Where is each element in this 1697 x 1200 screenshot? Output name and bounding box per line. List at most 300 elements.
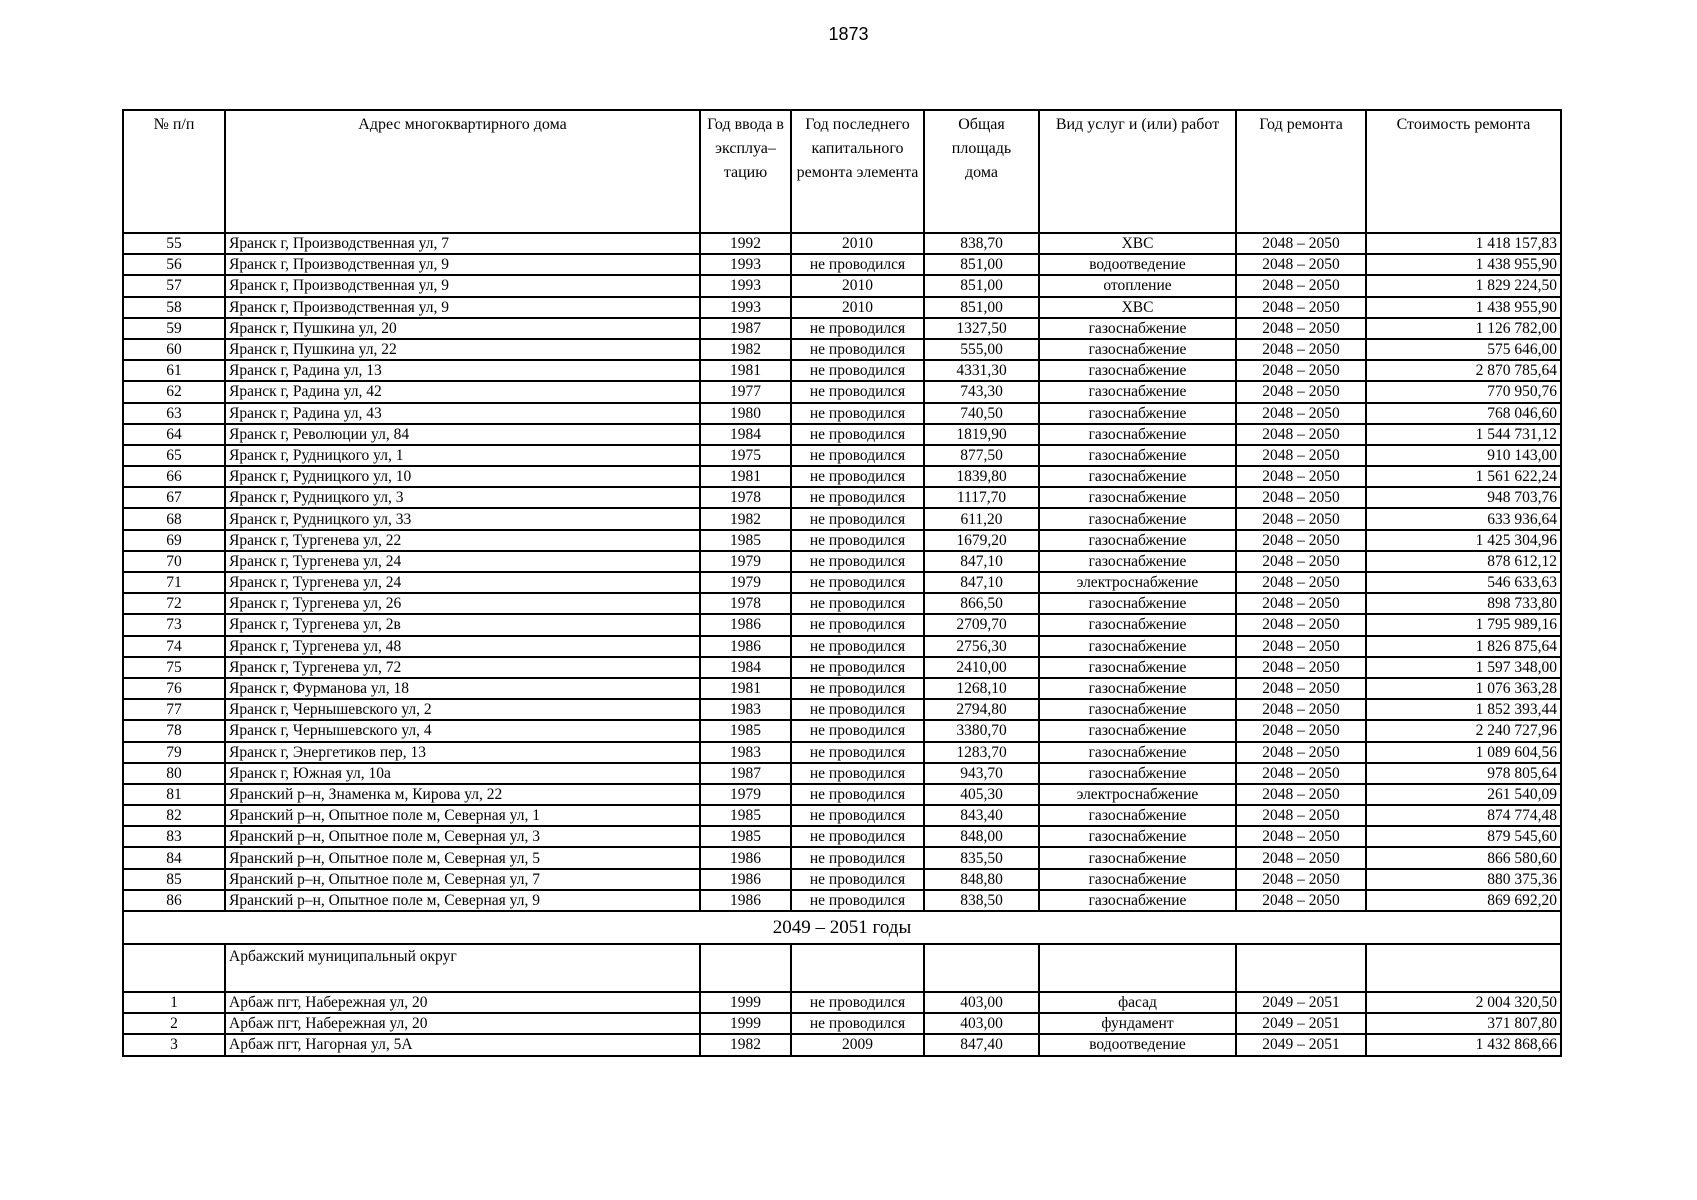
row-year-built: 1992 <box>700 233 791 254</box>
row-repair-period: 2048 – 2050 <box>1236 890 1366 911</box>
row-cost: 1 561 622,24 <box>1366 466 1561 487</box>
row-area: 1679,20 <box>924 530 1039 551</box>
row-cost: 1 544 731,12 <box>1366 424 1561 445</box>
row-repair-period: 2048 – 2050 <box>1236 381 1366 402</box>
table-row <box>123 318 1561 339</box>
row-last-repair: не проводился <box>791 805 924 826</box>
row-number: 84 <box>123 847 225 868</box>
table-row <box>123 805 1561 826</box>
row-year-built: 1977 <box>700 381 791 402</box>
row-last-repair: не проводился <box>791 403 924 424</box>
row-area: 1117,70 <box>924 487 1039 508</box>
row-area: 1327,50 <box>924 318 1039 339</box>
row-last-repair: не проводился <box>791 847 924 868</box>
district-row <box>123 944 1561 992</box>
row-repair-period: 2048 – 2050 <box>1236 297 1366 318</box>
row-repair-period: 2048 – 2050 <box>1236 254 1366 275</box>
section-title: 2049 – 2051 годы <box>123 911 1561 944</box>
row-area: 740,50 <box>924 403 1039 424</box>
row-address: Яранский р–н, Знаменка м, Кирова ул, 22 <box>225 784 700 805</box>
row-repair-period: 2048 – 2050 <box>1236 614 1366 635</box>
header-address: Адрес многоквартирного дома <box>225 110 700 233</box>
row-service: газоснабжение <box>1039 530 1236 551</box>
row-cost: 1 089 604,56 <box>1366 742 1561 763</box>
row-last-repair: не проводился <box>791 254 924 275</box>
row-year-built: 1978 <box>700 593 791 614</box>
row-last-repair: не проводился <box>791 657 924 678</box>
row-area: 743,30 <box>924 381 1039 402</box>
row-address: Арбаж пгт, Нагорная ул, 5А <box>225 1034 700 1055</box>
row-service: ХВС <box>1039 297 1236 318</box>
table-row <box>123 466 1561 487</box>
row-year-built: 1993 <box>700 275 791 296</box>
row-address: Яранск г, Рудницкого ул, 10 <box>225 466 700 487</box>
row-cost: 1 438 955,90 <box>1366 297 1561 318</box>
row-address: Яранск г, Энергетиков пер, 13 <box>225 742 700 763</box>
row-area: 4331,30 <box>924 360 1039 381</box>
district-title: Арбажский муниципальный округ <box>225 944 700 992</box>
row-service: газоснабжение <box>1039 826 1236 847</box>
row-area: 2709,70 <box>924 614 1039 635</box>
row-last-repair: не проводился <box>791 530 924 551</box>
table-row <box>123 657 1561 678</box>
row-service: газоснабжение <box>1039 636 1236 657</box>
row-cost: 1 852 393,44 <box>1366 699 1561 720</box>
row-service: газоснабжение <box>1039 720 1236 741</box>
row-year-built: 1984 <box>700 657 791 678</box>
row-address: Яранск г, Тургенева ул, 24 <box>225 572 700 593</box>
row-year-built: 1986 <box>700 869 791 890</box>
row-number: 60 <box>123 339 225 360</box>
row-repair-period: 2049 – 2051 <box>1236 1034 1366 1055</box>
row-repair-period: 2048 – 2050 <box>1236 847 1366 868</box>
row-service: ХВС <box>1039 233 1236 254</box>
table-row <box>123 360 1561 381</box>
row-year-built: 1982 <box>700 1034 791 1055</box>
row-year-built: 1981 <box>700 360 791 381</box>
row-last-repair: 2010 <box>791 275 924 296</box>
row-service: газоснабжение <box>1039 763 1236 784</box>
row-repair-period: 2048 – 2050 <box>1236 403 1366 424</box>
row-year-built: 1985 <box>700 530 791 551</box>
row-last-repair: не проводился <box>791 699 924 720</box>
row-number: 65 <box>123 445 225 466</box>
row-address: Яранск г, Производственная ул, 9 <box>225 254 700 275</box>
table-row <box>123 869 1561 890</box>
row-cost: 768 046,60 <box>1366 403 1561 424</box>
table-row <box>123 424 1561 445</box>
table-row <box>123 339 1561 360</box>
row-number: 73 <box>123 614 225 635</box>
row-repair-period: 2048 – 2050 <box>1236 826 1366 847</box>
header-year-built: Год ввода в эксплуа– тацию <box>700 110 791 233</box>
rows-2048-2050 <box>123 233 1561 911</box>
row-last-repair: не проводился <box>791 720 924 741</box>
table-row <box>123 784 1561 805</box>
row-number: 83 <box>123 826 225 847</box>
row-last-repair: не проводился <box>791 992 924 1013</box>
section-row <box>123 911 1561 944</box>
header-num: № п/п <box>123 110 225 233</box>
row-number: 57 <box>123 275 225 296</box>
row-repair-period: 2049 – 2051 <box>1236 1013 1366 1034</box>
table-row <box>123 826 1561 847</box>
row-year-built: 1986 <box>700 636 791 657</box>
row-cost: 948 703,76 <box>1366 487 1561 508</box>
row-area: 943,70 <box>924 763 1039 784</box>
row-area: 851,00 <box>924 254 1039 275</box>
row-service: фасад <box>1039 992 1236 1013</box>
row-last-repair: не проводился <box>791 784 924 805</box>
row-area: 838,70 <box>924 233 1039 254</box>
district-empty-cell <box>123 944 225 992</box>
row-last-repair: не проводился <box>791 1013 924 1034</box>
row-number: 67 <box>123 487 225 508</box>
row-cost: 879 545,60 <box>1366 826 1561 847</box>
table-row <box>123 1034 1561 1055</box>
row-year-built: 1985 <box>700 826 791 847</box>
row-cost: 2 870 785,64 <box>1366 360 1561 381</box>
row-number: 62 <box>123 381 225 402</box>
row-area: 405,30 <box>924 784 1039 805</box>
row-area: 847,40 <box>924 1034 1039 1055</box>
row-area: 1819,90 <box>924 424 1039 445</box>
row-area: 851,00 <box>924 275 1039 296</box>
row-area: 1839,80 <box>924 466 1039 487</box>
row-address: Яранск г, Производственная ул, 7 <box>225 233 700 254</box>
row-address: Яранск г, Производственная ул, 9 <box>225 275 700 296</box>
row-year-built: 1982 <box>700 508 791 529</box>
row-year-built: 1986 <box>700 614 791 635</box>
row-repair-period: 2048 – 2050 <box>1236 487 1366 508</box>
row-area: 838,50 <box>924 890 1039 911</box>
row-last-repair: не проводился <box>791 381 924 402</box>
row-repair-period: 2048 – 2050 <box>1236 339 1366 360</box>
row-cost: 878 612,12 <box>1366 551 1561 572</box>
row-repair-period: 2048 – 2050 <box>1236 699 1366 720</box>
row-cost: 1 425 304,96 <box>1366 530 1561 551</box>
row-last-repair: не проводился <box>791 445 924 466</box>
row-service: газоснабжение <box>1039 593 1236 614</box>
row-number: 75 <box>123 657 225 678</box>
row-repair-period: 2048 – 2050 <box>1236 784 1366 805</box>
row-number: 58 <box>123 297 225 318</box>
row-area: 3380,70 <box>924 720 1039 741</box>
row-year-built: 1993 <box>700 254 791 275</box>
row-cost: 898 733,80 <box>1366 593 1561 614</box>
row-area: 2756,30 <box>924 636 1039 657</box>
table-row <box>123 551 1561 572</box>
row-year-built: 1978 <box>700 487 791 508</box>
row-year-built: 1983 <box>700 742 791 763</box>
row-number: 1 <box>123 992 225 1013</box>
row-address: Яранск г, Тургенева ул, 48 <box>225 636 700 657</box>
row-number: 70 <box>123 551 225 572</box>
row-number: 86 <box>123 890 225 911</box>
row-address: Яранск г, Южная ул, 10а <box>225 763 700 784</box>
row-cost: 261 540,09 <box>1366 784 1561 805</box>
row-number: 74 <box>123 636 225 657</box>
row-area: 2410,00 <box>924 657 1039 678</box>
row-area: 2794,80 <box>924 699 1039 720</box>
row-last-repair: не проводился <box>791 572 924 593</box>
row-cost: 874 774,48 <box>1366 805 1561 826</box>
row-last-repair: не проводился <box>791 466 924 487</box>
row-service: газоснабжение <box>1039 657 1236 678</box>
row-address: Яранск г, Производственная ул, 9 <box>225 297 700 318</box>
row-repair-period: 2048 – 2050 <box>1236 678 1366 699</box>
row-last-repair: не проводился <box>791 742 924 763</box>
header-repair-period: Год ремонта <box>1236 110 1366 233</box>
row-year-built: 1983 <box>700 699 791 720</box>
table-row <box>123 403 1561 424</box>
row-repair-period: 2049 – 2051 <box>1236 992 1366 1013</box>
row-area: 403,00 <box>924 1013 1039 1034</box>
row-area: 851,00 <box>924 297 1039 318</box>
row-address: Яранский р–н, Опытное поле м, Северная ул, 5 <box>225 847 700 868</box>
row-area: 611,20 <box>924 508 1039 529</box>
table-row <box>123 508 1561 529</box>
row-service: отопление <box>1039 275 1236 296</box>
row-cost: 866 580,60 <box>1366 847 1561 868</box>
row-service: газоснабжение <box>1039 805 1236 826</box>
section-2049-2051 <box>123 911 1561 992</box>
row-service: газоснабжение <box>1039 424 1236 445</box>
row-year-built: 1980 <box>700 403 791 424</box>
row-last-repair: не проводился <box>791 869 924 890</box>
row-repair-period: 2048 – 2050 <box>1236 763 1366 784</box>
row-number: 68 <box>123 508 225 529</box>
row-number: 81 <box>123 784 225 805</box>
table-row <box>123 593 1561 614</box>
header-last-repair: Год последнего капитального ремонта элемента <box>791 110 924 233</box>
row-year-built: 1986 <box>700 890 791 911</box>
row-repair-period: 2048 – 2050 <box>1236 572 1366 593</box>
row-address: Яранск г, Радина ул, 43 <box>225 403 700 424</box>
row-address: Яранск г, Радина ул, 13 <box>225 360 700 381</box>
row-cost: 978 805,64 <box>1366 763 1561 784</box>
row-repair-period: 2048 – 2050 <box>1236 233 1366 254</box>
row-address: Яранск г, Рудницкого ул, 3 <box>225 487 700 508</box>
row-service: газоснабжение <box>1039 869 1236 890</box>
row-year-built: 1981 <box>700 678 791 699</box>
row-service: газоснабжение <box>1039 445 1236 466</box>
row-service: газоснабжение <box>1039 699 1236 720</box>
row-address: Яранск г, Тургенева ул, 22 <box>225 530 700 551</box>
row-repair-period: 2048 – 2050 <box>1236 720 1366 741</box>
row-address: Яранск г, Пушкина ул, 22 <box>225 339 700 360</box>
row-service: водоотведение <box>1039 1034 1236 1055</box>
header-cost: Стоимость ремонта <box>1366 110 1561 233</box>
row-service: газоснабжение <box>1039 742 1236 763</box>
table-header-row <box>123 110 1561 233</box>
row-repair-period: 2048 – 2050 <box>1236 657 1366 678</box>
row-address: Яранский р–н, Опытное поле м, Северная ул, 1 <box>225 805 700 826</box>
row-year-built: 1984 <box>700 424 791 445</box>
row-address: Яранск г, Тургенева ул, 26 <box>225 593 700 614</box>
row-year-built: 1981 <box>700 466 791 487</box>
row-cost: 1 829 224,50 <box>1366 275 1561 296</box>
row-number: 85 <box>123 869 225 890</box>
row-cost: 1 795 989,16 <box>1366 614 1561 635</box>
row-number: 55 <box>123 233 225 254</box>
row-address: Яранский р–н, Опытное поле м, Северная ул, 9 <box>225 890 700 911</box>
row-address: Яранск г, Чернышевского ул, 2 <box>225 699 700 720</box>
row-service: газоснабжение <box>1039 360 1236 381</box>
row-last-repair: не проводился <box>791 424 924 445</box>
row-last-repair: не проводился <box>791 890 924 911</box>
row-year-built: 1986 <box>700 847 791 868</box>
table-row <box>123 847 1561 868</box>
row-cost: 1 826 875,64 <box>1366 636 1561 657</box>
row-address: Яранск г, Фурманова ул, 18 <box>225 678 700 699</box>
row-area: 555,00 <box>924 339 1039 360</box>
table-row <box>123 487 1561 508</box>
row-cost: 880 375,36 <box>1366 869 1561 890</box>
row-address: Яранск г, Рудницкого ул, 1 <box>225 445 700 466</box>
row-service: фундамент <box>1039 1013 1236 1034</box>
row-service: газоснабжение <box>1039 487 1236 508</box>
row-address: Яранск г, Радина ул, 42 <box>225 381 700 402</box>
rows-2049-2051 <box>123 992 1561 1056</box>
row-cost: 770 950,76 <box>1366 381 1561 402</box>
table-row <box>123 699 1561 720</box>
row-last-repair: не проводился <box>791 593 924 614</box>
table-row <box>123 636 1561 657</box>
row-cost: 2 240 727,96 <box>1366 720 1561 741</box>
row-cost: 1 438 955,90 <box>1366 254 1561 275</box>
row-service: газоснабжение <box>1039 890 1236 911</box>
row-number: 2 <box>123 1013 225 1034</box>
row-service: газоснабжение <box>1039 466 1236 487</box>
row-last-repair: не проводился <box>791 339 924 360</box>
row-year-built: 1982 <box>700 339 791 360</box>
row-area: 866,50 <box>924 593 1039 614</box>
row-area: 847,10 <box>924 572 1039 593</box>
row-area: 843,40 <box>924 805 1039 826</box>
row-service: электроснабжение <box>1039 784 1236 805</box>
row-cost: 575 646,00 <box>1366 339 1561 360</box>
row-year-built: 1979 <box>700 551 791 572</box>
row-repair-period: 2048 – 2050 <box>1236 636 1366 657</box>
row-area: 848,00 <box>924 826 1039 847</box>
row-year-built: 1999 <box>700 992 791 1013</box>
row-number: 59 <box>123 318 225 339</box>
row-area: 835,50 <box>924 847 1039 868</box>
row-number: 79 <box>123 742 225 763</box>
row-repair-period: 2048 – 2050 <box>1236 424 1366 445</box>
row-cost: 1 432 868,66 <box>1366 1034 1561 1055</box>
row-number: 77 <box>123 699 225 720</box>
row-address: Яранск г, Рудницкого ул, 33 <box>225 508 700 529</box>
row-number: 56 <box>123 254 225 275</box>
row-service: электроснабжение <box>1039 572 1236 593</box>
row-last-repair: не проводился <box>791 636 924 657</box>
table-row <box>123 678 1561 699</box>
row-service: водоотведение <box>1039 254 1236 275</box>
table-row <box>123 614 1561 635</box>
row-address: Яранск г, Революции ул, 84 <box>225 424 700 445</box>
row-year-built: 1979 <box>700 572 791 593</box>
row-repair-period: 2048 – 2050 <box>1236 318 1366 339</box>
row-repair-period: 2048 – 2050 <box>1236 805 1366 826</box>
row-number: 80 <box>123 763 225 784</box>
row-repair-period: 2048 – 2050 <box>1236 508 1366 529</box>
row-last-repair: не проводился <box>791 763 924 784</box>
row-cost: 546 633,63 <box>1366 572 1561 593</box>
row-area: 1283,70 <box>924 742 1039 763</box>
table-row <box>123 742 1561 763</box>
row-number: 64 <box>123 424 225 445</box>
row-last-repair: не проводился <box>791 826 924 847</box>
row-number: 66 <box>123 466 225 487</box>
row-year-built: 1985 <box>700 720 791 741</box>
row-cost: 869 692,20 <box>1366 890 1561 911</box>
row-cost: 1 418 157,83 <box>1366 233 1561 254</box>
row-cost: 1 597 348,00 <box>1366 657 1561 678</box>
row-year-built: 1993 <box>700 297 791 318</box>
table-row <box>123 445 1561 466</box>
table-row <box>123 254 1561 275</box>
row-year-built: 1985 <box>700 805 791 826</box>
row-last-repair: не проводился <box>791 678 924 699</box>
row-repair-period: 2048 – 2050 <box>1236 593 1366 614</box>
row-number: 61 <box>123 360 225 381</box>
table-row <box>123 530 1561 551</box>
table-row <box>123 720 1561 741</box>
table-row <box>123 381 1561 402</box>
row-area: 403,00 <box>924 992 1039 1013</box>
row-area: 877,50 <box>924 445 1039 466</box>
repair-registry-table <box>122 109 1562 1057</box>
row-cost: 1 126 782,00 <box>1366 318 1561 339</box>
row-address: Яранск г, Чернышевского ул, 4 <box>225 720 700 741</box>
row-cost: 633 936,64 <box>1366 508 1561 529</box>
row-number: 78 <box>123 720 225 741</box>
row-address: Арбаж пгт, Набережная ул, 20 <box>225 992 700 1013</box>
row-address: Яранск г, Тургенева ул, 2в <box>225 614 700 635</box>
row-repair-period: 2048 – 2050 <box>1236 530 1366 551</box>
row-last-repair: не проводился <box>791 360 924 381</box>
page-number: 1873 <box>828 24 869 44</box>
row-year-built: 1987 <box>700 763 791 784</box>
table-row <box>123 297 1561 318</box>
row-area: 1268,10 <box>924 678 1039 699</box>
table-row <box>123 233 1561 254</box>
row-repair-period: 2048 – 2050 <box>1236 869 1366 890</box>
table-row <box>123 890 1561 911</box>
row-last-repair: 2010 <box>791 233 924 254</box>
row-cost: 910 143,00 <box>1366 445 1561 466</box>
row-area: 848,80 <box>924 869 1039 890</box>
row-number: 63 <box>123 403 225 424</box>
row-service: газоснабжение <box>1039 381 1236 402</box>
row-number: 82 <box>123 805 225 826</box>
table-row <box>123 572 1561 593</box>
row-repair-period: 2048 – 2050 <box>1236 551 1366 572</box>
row-last-repair: не проводился <box>791 508 924 529</box>
row-year-built: 1987 <box>700 318 791 339</box>
row-service: газоснабжение <box>1039 614 1236 635</box>
row-last-repair: 2010 <box>791 297 924 318</box>
row-service: газоснабжение <box>1039 403 1236 424</box>
row-last-repair: не проводился <box>791 551 924 572</box>
table-row <box>123 275 1561 296</box>
row-year-built: 1999 <box>700 1013 791 1034</box>
row-service: газоснабжение <box>1039 508 1236 529</box>
row-address: Яранск г, Тургенева ул, 72 <box>225 657 700 678</box>
row-repair-period: 2048 – 2050 <box>1236 742 1366 763</box>
